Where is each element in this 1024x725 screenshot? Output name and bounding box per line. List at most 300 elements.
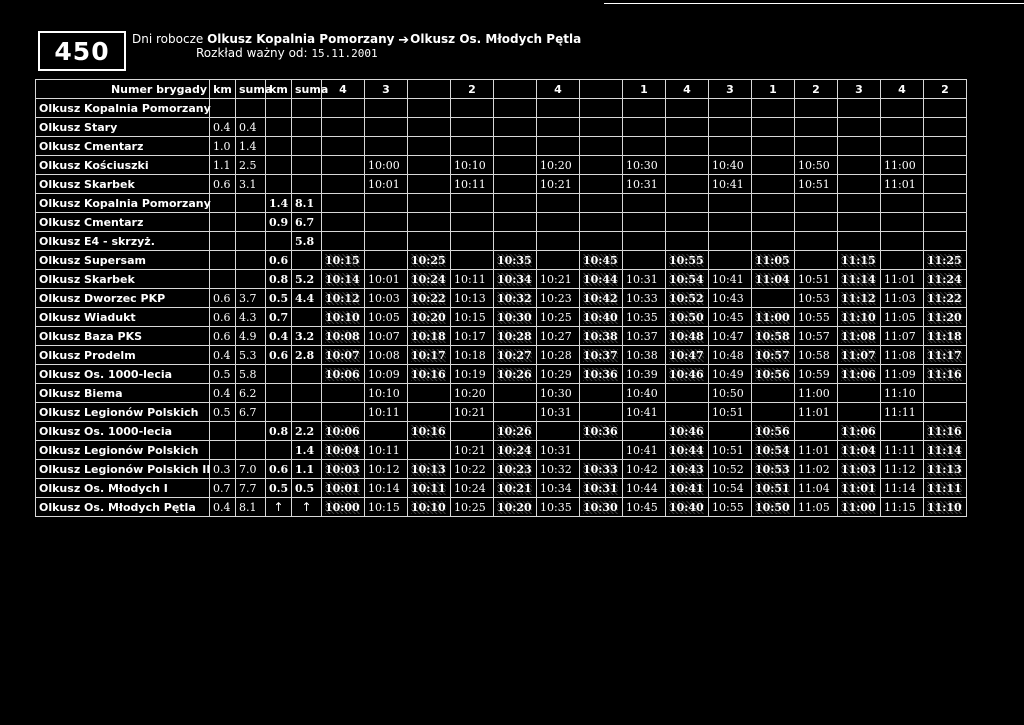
departure-time-cell [537,327,580,346]
departure-time: 10:24 [454,481,486,495]
stop-name: Olkusz Kościuszki [36,156,210,175]
departure-time-cell [365,403,408,422]
departure-time-cell [365,156,408,175]
departure-time-cell [580,422,623,441]
departure-time: 11:03 [841,462,876,476]
departure-time-cell [451,213,494,232]
sum-a-cell: 2.5 [236,156,266,175]
departure-time-cell [365,175,408,194]
departure-time-cell [451,403,494,422]
departure-time-cell [408,479,451,498]
km-b-cell: 0.5 [266,289,292,308]
sum-b-cell: 2.2 [292,422,322,441]
departure-time: 11:00 [884,158,916,172]
departure-time: 10:52 [669,291,704,305]
departure-time: 10:38 [626,348,658,362]
sum-b-cell [292,118,322,137]
departure-time-cell [537,289,580,308]
departure-time-cell [666,270,709,289]
departure-time: 10:12 [325,291,360,305]
stop-name: Olkusz Os. Młodych I [36,479,210,498]
departure-time-cell [537,175,580,194]
departure-time-cell [752,460,795,479]
departure-time: 10:26 [497,424,532,438]
departure-time-cell [709,384,752,403]
km-a-cell: 0.4 [210,384,236,403]
km-a-cell: 0.5 [210,403,236,422]
departure-time-cell [752,156,795,175]
departure-time-cell [451,118,494,137]
brigade-number: 3 [709,80,752,99]
departure-time-cell [365,498,408,517]
departure-time-cell [752,137,795,156]
departure-time-cell [451,232,494,251]
departure-time-cell [795,403,838,422]
departure-time: 10:27 [540,329,572,343]
departure-time: 10:23 [540,291,572,305]
route-number-box [38,31,126,71]
departure-time: 10:29 [540,367,572,381]
brigade-number: 2 [795,80,838,99]
departure-time-cell [752,251,795,270]
stop-name: Olkusz Skarbek [36,175,210,194]
departure-time-cell [881,346,924,365]
departure-time-cell [838,99,881,118]
departure-time-cell [580,270,623,289]
departure-time-cell [451,289,494,308]
departure-time: 10:09 [368,367,400,381]
km-a-cell: 0.6 [210,308,236,327]
stop-name: Olkusz Kopalnia Pomorzany [36,99,210,118]
stop-name: Olkusz Cmentarz [36,137,210,156]
departure-time-cell [709,327,752,346]
sum-b-cell: 5.2 [292,270,322,289]
departure-time-cell [365,327,408,346]
departure-time: 10:52 [712,462,744,476]
departure-time: 11:11 [884,443,916,457]
departure-time: 10:45 [712,310,744,324]
km-a-cell [210,422,236,441]
departure-time: 11:12 [841,291,876,305]
departure-time-cell [451,441,494,460]
sum-a-cell: 3.7 [236,289,266,308]
departure-time: 10:30 [540,386,572,400]
departure-time-cell [451,99,494,118]
km-a-cell [210,270,236,289]
departure-time-cell [881,327,924,346]
departure-time: 10:36 [583,424,618,438]
brigade-number: 3 [838,80,881,99]
departure-time-cell [924,384,967,403]
departure-time-cell [666,251,709,270]
departure-time: 10:41 [712,177,744,191]
timetable-row [36,403,967,422]
km-a-cell: 0.7 [210,479,236,498]
departure-time: 11:02 [798,462,830,476]
departure-time-cell [623,213,666,232]
departure-time-cell [623,327,666,346]
departure-time: 10:46 [669,367,704,381]
departure-time: 10:37 [626,329,658,343]
departure-time-cell [322,460,365,479]
departure-time-cell [666,422,709,441]
km-b-cell: 0.4 [266,327,292,346]
departure-time-cell [666,99,709,118]
departure-time-cell [537,365,580,384]
departure-time: 10:20 [540,158,572,172]
departure-time: 10:21 [454,443,486,457]
departure-time: 11:14 [841,272,876,286]
sum-b-cell: 1.4 [292,441,322,460]
brigade-number: 4 [322,80,365,99]
departure-time-cell [881,498,924,517]
departure-time: 10:31 [626,272,658,286]
departure-time: 10:20 [454,386,486,400]
departure-time: 10:44 [626,481,658,495]
brigade-number: 4 [666,80,709,99]
departure-time: 11:09 [884,367,916,381]
departure-time-cell [838,365,881,384]
km-a-cell [210,232,236,251]
departure-time: 10:10 [411,500,446,514]
brigade-number: 4 [881,80,924,99]
departure-time-cell [709,232,752,251]
departure-time: 10:20 [497,500,532,514]
departure-time: 10:38 [583,329,618,343]
departure-time-cell [408,308,451,327]
departure-time-cell [537,118,580,137]
brigade-number: 3 [365,80,408,99]
departure-time: 10:31 [583,481,618,495]
departure-time: 10:56 [755,367,790,381]
departure-time-cell [623,422,666,441]
departure-time: 10:31 [626,177,658,191]
departure-time-cell [322,289,365,308]
departure-time-cell [752,99,795,118]
departure-time: 10:37 [583,348,618,362]
departure-time-cell [365,384,408,403]
km-b-cell [266,365,292,384]
departure-time: 10:48 [712,348,744,362]
departure-time-cell [709,441,752,460]
timetable-row [36,365,967,384]
departure-time-cell [451,365,494,384]
departure-time-cell [795,441,838,460]
departure-time: 10:11 [454,177,486,191]
departure-time: 10:21 [497,481,532,495]
departure-time: 10:26 [497,367,532,381]
departure-time: 10:06 [325,424,360,438]
departure-time: 10:18 [454,348,486,362]
departure-time-cell [494,213,537,232]
departure-time-cell [494,156,537,175]
departure-time-cell [408,175,451,194]
sum-b-cell: 8.1 [292,194,322,213]
departure-time-cell [537,137,580,156]
departure-time: 10:47 [712,329,744,343]
departure-time-cell [365,232,408,251]
departure-time-cell [623,270,666,289]
departure-time-cell [623,384,666,403]
departure-time-cell [666,137,709,156]
departure-time-cell [623,251,666,270]
departure-time: 10:00 [368,158,400,172]
departure-time: 10:35 [626,310,658,324]
sum-a-cell: 3.1 [236,175,266,194]
sum-a-cell: 6.7 [236,403,266,422]
departure-time: 10:40 [669,500,704,514]
departure-time: 10:50 [755,500,790,514]
sum-a-cell: 5.8 [236,365,266,384]
timetable-row [36,384,967,403]
departure-time-cell [537,460,580,479]
route-from: Olkusz Kopalnia Pomorzany [207,32,395,46]
km-b-cell: 0.6 [266,460,292,479]
departure-time-cell [580,118,623,137]
departure-time-cell [365,422,408,441]
departure-time-cell [408,422,451,441]
departure-time-cell [752,498,795,517]
departure-time-cell [795,384,838,403]
timetable-row [36,118,967,137]
departure-time-cell [838,194,881,213]
departure-time-cell [881,365,924,384]
departure-time: 10:11 [368,405,400,419]
departure-time-cell [924,346,967,365]
departure-time-cell [881,384,924,403]
sum-b-cell [292,403,322,422]
departure-time-cell [666,327,709,346]
departure-time-cell [795,308,838,327]
departure-time: 10:05 [368,310,400,324]
departure-time: 10:10 [325,310,360,324]
departure-time: 10:42 [583,291,618,305]
departure-time: 10:56 [755,424,790,438]
timetable-row [36,460,967,479]
departure-time-cell [752,403,795,422]
departure-time: 10:08 [368,348,400,362]
timetable-row [36,213,967,232]
departure-time: 10:43 [712,291,744,305]
km-a-cell: 0.3 [210,460,236,479]
departure-time-cell [752,365,795,384]
km-a-cell: 0.6 [210,175,236,194]
stop-name: Olkusz Os. Młodych Pętla [36,498,210,517]
departure-time: 10:13 [411,462,446,476]
departure-time-cell [580,251,623,270]
departure-time-cell [795,213,838,232]
departure-time-cell [537,384,580,403]
departure-time: 11:24 [927,272,962,286]
departure-time-cell [924,365,967,384]
departure-time: 10:10 [454,158,486,172]
departure-time: 10:44 [583,272,618,286]
sum-a-cell: 8.1 [236,498,266,517]
sum-b-cell [292,308,322,327]
departure-time-cell [322,384,365,403]
departure-time: 11:00 [798,386,830,400]
km-b-cell: 1.4 [266,194,292,213]
departure-time: 10:14 [325,272,360,286]
departure-time-cell [623,365,666,384]
departure-time: 10:53 [798,291,830,305]
departure-time-cell [623,194,666,213]
timetable-row [36,498,967,517]
departure-time: 10:54 [669,272,704,286]
departure-time-cell [666,479,709,498]
departure-time-cell [537,479,580,498]
sum-a-cell: 4.3 [236,308,266,327]
departure-time-cell [408,460,451,479]
departure-time: 10:50 [669,310,704,324]
departure-time-cell [408,194,451,213]
departure-time-cell [494,441,537,460]
departure-time-cell [580,365,623,384]
sum-a-cell [236,99,266,118]
up-arrow-icon: ↑ [266,498,292,517]
brigade-number: 1 [623,80,666,99]
departure-time-cell [924,308,967,327]
sum-b-cell [292,137,322,156]
timetable-row [36,99,967,118]
departure-time: 10:35 [540,500,572,514]
departure-time: 10:11 [454,272,486,286]
departure-time-cell [408,441,451,460]
departure-time: 11:10 [884,386,916,400]
sum-b-cell [292,99,322,118]
departure-time-cell [924,422,967,441]
departure-time-cell [408,99,451,118]
departure-time-cell [451,384,494,403]
departure-time: 10:41 [669,481,704,495]
sum-b-cell [292,251,322,270]
departure-time: 10:50 [712,386,744,400]
departure-time-cell [838,270,881,289]
departure-time: 10:57 [798,329,830,343]
departure-time-cell [451,479,494,498]
departure-time-cell [623,460,666,479]
departure-time-cell [451,346,494,365]
departure-time-cell [451,251,494,270]
departure-time: 10:14 [368,481,400,495]
departure-time-cell [795,270,838,289]
departure-time-cell [537,308,580,327]
departure-time: 10:04 [325,443,360,457]
departure-time: 10:00 [325,500,360,514]
km-b-cell [266,232,292,251]
sum-b-cell: 6.7 [292,213,322,232]
km-a-cell: 0.4 [210,118,236,137]
departure-time: 10:54 [755,443,790,457]
departure-time-cell [408,137,451,156]
departure-time: 10:20 [411,310,446,324]
departure-time-cell [365,137,408,156]
departure-time-cell [580,213,623,232]
sum-b-cell [292,156,322,175]
departure-time-cell [709,498,752,517]
sum-b-cell: 4.4 [292,289,322,308]
departure-time-cell [537,251,580,270]
departure-time-cell [795,251,838,270]
departure-time-cell [365,308,408,327]
departure-time-cell [752,118,795,137]
km-b-cell: 0.8 [266,270,292,289]
departure-time: 11:14 [927,443,962,457]
departure-time-cell [795,422,838,441]
departure-time-cell [408,118,451,137]
departure-time-cell [709,99,752,118]
departure-time: 11:03 [884,291,916,305]
departure-time-cell [580,289,623,308]
departure-time: 10:35 [497,253,532,267]
departure-time: 10:18 [411,329,446,343]
departure-time: 10:51 [712,405,744,419]
departure-time: 10:08 [325,329,360,343]
departure-time-cell [924,441,967,460]
departure-time-cell [580,308,623,327]
departure-time-cell [580,156,623,175]
departure-time-cell [623,232,666,251]
stop-name: Olkusz Cmentarz [36,213,210,232]
departure-time-cell [451,156,494,175]
departure-time-cell [838,175,881,194]
departure-time-cell [881,213,924,232]
departure-time-cell [580,194,623,213]
departure-time: 10:55 [669,253,704,267]
departure-time-cell [795,460,838,479]
departure-time-cell [666,289,709,308]
departure-time-cell [494,137,537,156]
valid-label: Rozkład ważny od: [196,46,308,60]
departure-time-cell [322,479,365,498]
km-a-cell: 0.6 [210,327,236,346]
departure-time-cell [322,365,365,384]
km-b-header: km [266,80,292,99]
departure-time-cell [322,213,365,232]
departure-time: 10:53 [755,462,790,476]
stop-name: Olkusz Dworzec PKP [36,289,210,308]
departure-time-cell [365,460,408,479]
route-to: Olkusz Os. Młodych Pętla [410,32,582,46]
km-b-cell [266,137,292,156]
departure-time: 10:28 [540,348,572,362]
departure-time: 10:51 [712,443,744,457]
departure-time-cell [752,194,795,213]
departure-time-cell [580,137,623,156]
departure-time-cell [322,327,365,346]
timetable-row [36,270,967,289]
departure-time-cell [795,365,838,384]
departure-time-cell [451,498,494,517]
departure-time-cell [365,213,408,232]
day-type: Dni robocze [132,32,204,46]
departure-time-cell [795,194,838,213]
departure-time-cell [838,422,881,441]
departure-time-cell [408,289,451,308]
departure-time-cell [838,498,881,517]
brigade-number [494,80,537,99]
km-b-cell [266,99,292,118]
departure-time-cell [838,384,881,403]
km-a-cell [210,441,236,460]
departure-time-cell [494,194,537,213]
departure-time-cell [408,327,451,346]
departure-time-cell [795,156,838,175]
departure-time-cell [795,232,838,251]
km-b-cell: 0.6 [266,346,292,365]
brigade-number [408,80,451,99]
departure-time: 11:04 [755,272,790,286]
